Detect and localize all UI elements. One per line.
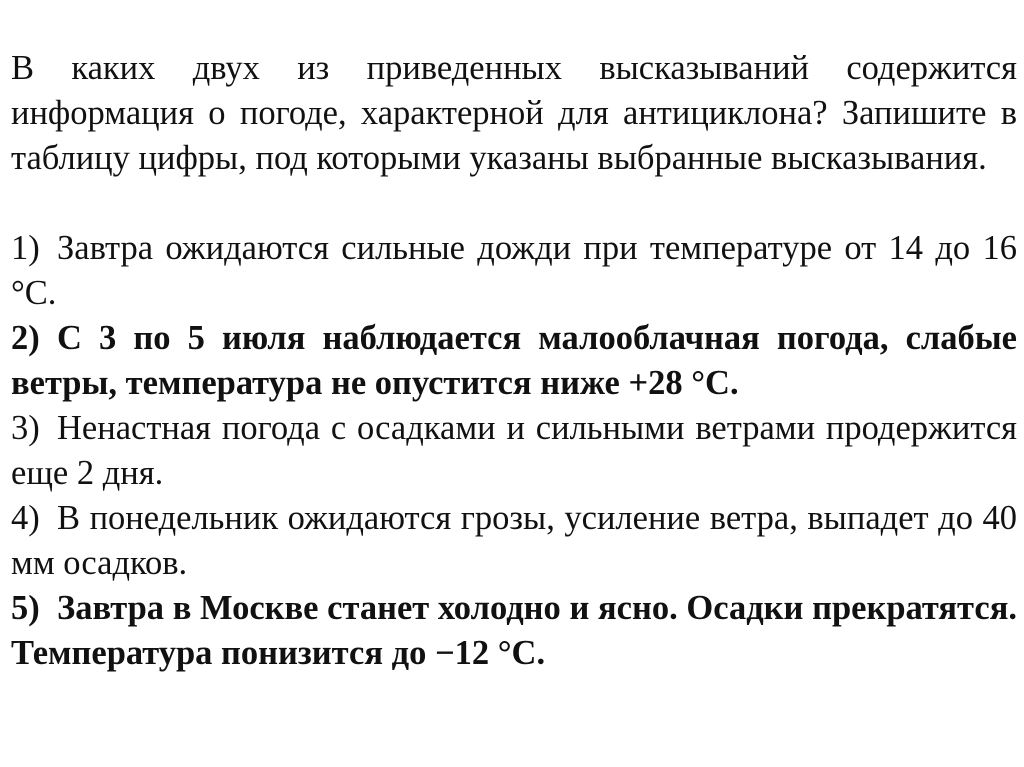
document-page — [11, 46, 1017, 676]
option-text: В понедельник ожидаются грозы, усиление ветра, выпадет до 40 мм осадков. — [11, 499, 1017, 582]
option-number: 2) — [11, 319, 40, 357]
option-number: 4) — [11, 499, 40, 537]
option-text: С 3 по 5 июля наблюдается малооблачная погода, слабые ветры, температура не опустится ниже +28 °С. — [11, 319, 1017, 402]
option-number: 1) — [11, 229, 40, 267]
option-text: Ненастная погода с осадками и сильными ветрами продержится еще 2 дня. — [11, 409, 1017, 492]
option-1 — [11, 226, 1017, 316]
option-2 — [11, 316, 1017, 406]
option-text: Завтра ожидаются сильные дожди при температуре от 14 до 16 °С. — [11, 229, 1017, 312]
option-number: 5) — [11, 589, 40, 627]
option-5 — [11, 586, 1017, 676]
question-text: В каких двух из приведенных высказываний содержится информация о погоде, характерной для антициклона? Запишите в таблицу цифры, под которыми указаны выбранные высказывания. — [11, 49, 1017, 177]
option-number: 3) — [11, 409, 40, 447]
spacer — [11, 181, 1017, 226]
option-text: Завтра в Москве станет холодно и ясно. Осадки прекратятся. Температура понизится до −12 °С. — [11, 589, 1017, 672]
options-list — [11, 226, 1017, 676]
option-3 — [11, 406, 1017, 496]
option-4 — [11, 496, 1017, 586]
